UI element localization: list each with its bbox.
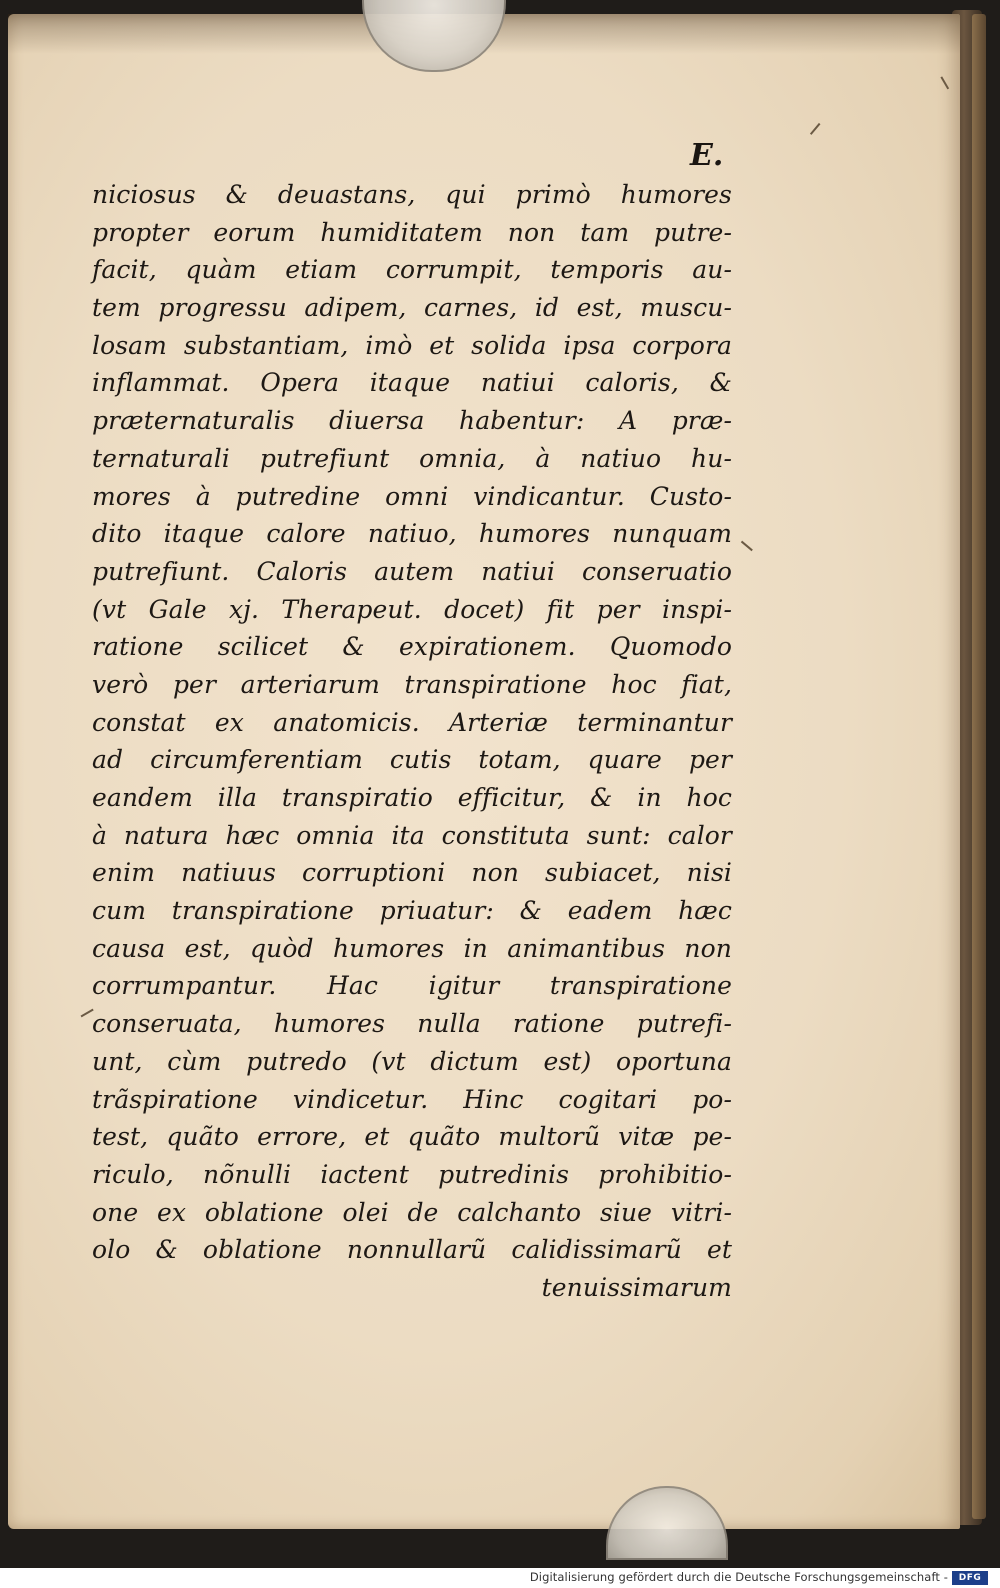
body-text xyxy=(92,176,732,1307)
catchword: tenuissimarum xyxy=(541,1272,732,1302)
text-line: losam substantiam, imò et solida ipsa corpora xyxy=(92,330,732,360)
text-line: conseruata, humores nulla ratione putrefi- xyxy=(92,1009,732,1039)
text-line: tem progressu adipem, carnes, id est, muscu- xyxy=(92,293,732,323)
text-line: ternaturali putrefiunt omnia, à natiuo hu- xyxy=(92,443,732,473)
text-line: à natura hæc omnia ita constituta sunt: calor xyxy=(92,820,732,850)
text-line: ratione scilicet & expirationem. Quomodo xyxy=(92,632,732,662)
text-line: (vt Gale xj. Therapeut. docet) fit per inspi- xyxy=(92,594,732,624)
text-line: præternaturalis diuersa habentur: A præ- xyxy=(92,406,732,436)
text-line: inflammat. Opera itaque natiui caloris, & xyxy=(92,368,732,398)
text-line: causa est, quòd humores in animantibus non xyxy=(92,933,732,963)
text-line: constat ex anatomicis. Arteriæ terminantur xyxy=(92,707,732,737)
text-line: olo & oblatione nonnullarũ calidissimarũ et xyxy=(92,1235,732,1265)
dfg-logo: DFG xyxy=(952,1571,988,1585)
footer-bar xyxy=(0,1568,1000,1588)
text-line: test, quãto errore, et quãto multorũ vitæ pe- xyxy=(92,1122,732,1152)
text-line: cum transpiratione priuatur: & eadem hæc xyxy=(92,896,732,926)
text-line: putrefiunt. Caloris autem natiui conseruatio xyxy=(92,556,732,586)
footer-credit: Digitalisierung gefördert durch die Deutsche Forschungsgemeinschaft - xyxy=(529,1570,948,1584)
text-line: eandem illa transpiratio efficitur, & in hoc xyxy=(92,783,732,812)
text-line: ad circumferentiam cutis totam, quare per xyxy=(92,745,732,775)
text-line: one ex oblatione olei de calchanto siue vitri- xyxy=(92,1197,732,1227)
text-line: dito itaque calore natiuo, humores nunquam xyxy=(92,519,732,549)
text-line: riculo, nõnulli iactent putredinis prohibitio- xyxy=(92,1159,732,1189)
signature-mark: E. xyxy=(690,138,724,173)
book-cover-edge xyxy=(972,14,986,1519)
text-line: propter eorum humiditatem non tam putre- xyxy=(92,217,732,247)
text-line: niciosus & deuastans, qui primò humores xyxy=(92,180,732,209)
text-line: facit, quàm etiam corrumpit, temporis au- xyxy=(92,255,732,285)
text-line: trãspiratione vindicetur. Hinc cogitari po- xyxy=(92,1084,732,1114)
text-line: enim natiuus corruptioni non subiacet, nisi xyxy=(92,858,732,888)
text-line: verò per arteriarum transpiratione hoc fiat, xyxy=(92,669,732,699)
text-line: mores à putredine omni vindicantur. Custo- xyxy=(92,481,732,511)
text-line: corrumpantur. Hac igitur transpiratione xyxy=(92,971,732,1001)
text-line: unt, cùm putredo (vt dictum est) oportuna xyxy=(92,1046,732,1076)
